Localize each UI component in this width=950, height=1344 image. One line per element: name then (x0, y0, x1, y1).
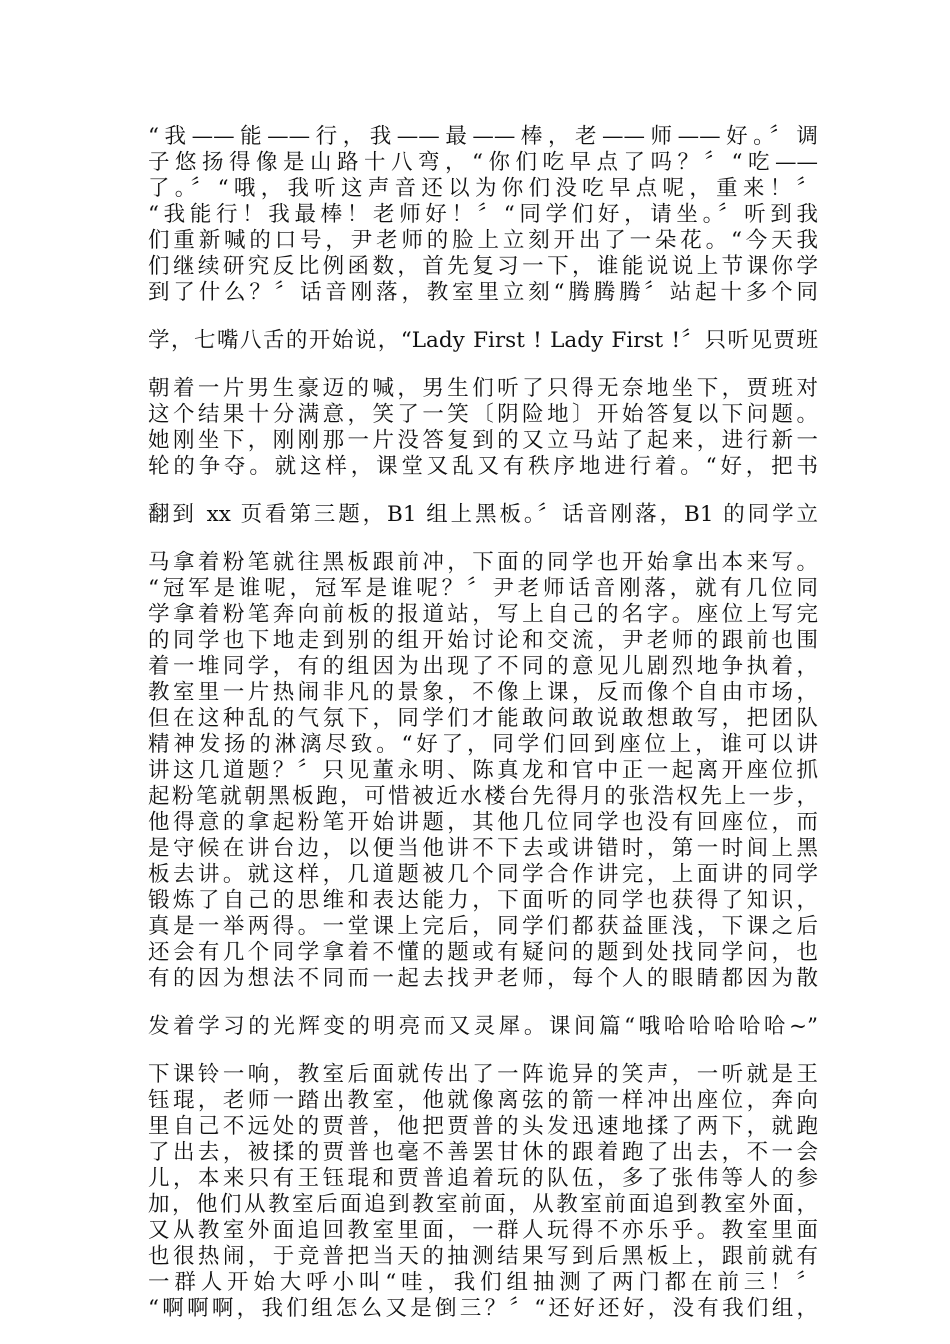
text-line: 儿，本来只有王钰琨和贾普追着玩的队伍，多了张伟等人的参 (148, 1166, 818, 1191)
text-line: 教室里一片热闹非凡的景象，不像上课，反而像个自由市场， (148, 680, 818, 705)
text-line: 她刚坐下，刚刚那一片没答复到的又立马站了起来，进行新一 (148, 428, 818, 453)
text-line: 子悠扬得像是山路十八弯，“你们吃早点了吗？〞“吃—— (148, 150, 818, 175)
text-line: 了出去，被揉的贾普也毫不善罢甘休的跟着跑了出去，不一会 (148, 1140, 818, 1165)
text-line: 们继续研究反比例函数，首先复习一下，谁能说说上节课你学 (148, 254, 818, 279)
text-line: 加，他们从教室后面追到教室前面，从教室前面追到教室外面， (148, 1192, 818, 1217)
text-line: “我能行！我最棒！老师好！〞“同学们好，请坐。〞听到我 (148, 202, 818, 227)
article-body (148, 124, 818, 1322)
text-line: 这个结果十分满意，笑了一笑〔阴险地〕开始答复以下问题。 (148, 402, 818, 427)
text-line: 钰琨，老师一踏出教室，他就像离弦的箭一样冲出座位，奔向 (148, 1088, 818, 1113)
text-line: 锻炼了自己的思维和表达能力，下面听的同学也获得了知识， (148, 888, 818, 913)
text-line: “冠军是谁呢，冠军是谁呢？〞尹老师话音刚落，就有几位同 (148, 576, 818, 601)
text-line: 翻到 xx 页看第三题，B1 组上黑板。〞话音刚落，B1 的同学立 (148, 502, 818, 527)
text-line: 也很热闹，于竞普把当天的抽测结果写到后黑板上，跟前就有 (148, 1244, 818, 1269)
text-line: 们重新喊的口号，尹老师的脸上立刻开出了一朵花。“今天我 (148, 228, 818, 253)
text-line: 下课铃一响，教室后面就传出了一阵诡异的笑声，一听就是王 (148, 1062, 818, 1087)
text-line: 轮的争夺。就这样，课堂又乱又有秩序地进行着。“好，把书 (148, 454, 818, 479)
text-line: 里自己不远处的贾普，他把贾普的头发迅速地揉了两下，就跑 (148, 1114, 818, 1139)
text-line: 学拿着粉笔奔向前板的报道站，写上自己的名字。座位上写完 (148, 602, 818, 627)
text-line: 一群人开始大呼小叫“哇，我们组抽测了两门都在前三！〞 (148, 1270, 818, 1295)
text-line: 学，七嘴八舌的开始说，“Lady First ! Lady First !〞只听见贾班 (148, 328, 818, 353)
text-line: 发着学习的光辉变的明亮而又灵犀。课间篇“哦哈哈哈哈哈~” (148, 1014, 818, 1039)
text-line: “啊啊啊，我们组怎么又是倒三？〞“还好还好，没有我们组， (148, 1296, 818, 1321)
text-line: 了。〞“哦，我听这声音还以为你们没吃早点呢，重来！〞 (148, 176, 818, 201)
text-line: 讲这几道题？〞只见董永明、陈真龙和官中正一起离开座位抓 (148, 758, 818, 783)
text-line: 朝着一片男生豪迈的喊，男生们听了只得无奈地坐下，贾班对 (148, 376, 818, 401)
text-line: 起粉笔就朝黑板跑，可惜被近水楼台先得月的张浩权先上一步， (148, 784, 818, 809)
text-line: 他得意的拿起粉笔开始讲题，其他几位同学也没有回座位，而 (148, 810, 818, 835)
text-line: 精神发扬的淋漓尽致。“好了，同学们回到座位上，谁可以讲 (148, 732, 818, 757)
text-line: 板去讲。就这样，几道题被几个同学合作讲完，上面讲的同学 (148, 862, 818, 887)
text-line: 着一堆同学，有的组因为出现了不同的意见儿剧烈地争执着， (148, 654, 818, 679)
text-line: 真是一举两得。一堂课上完后，同学们都获益匪浅，下课之后 (148, 914, 818, 939)
text-line: 又从教室外面追回教室里面，一群人玩得不亦乐乎。教室里面 (148, 1218, 818, 1243)
text-line: “我——能——行，我——最——棒，老——师——好。〞调 (148, 124, 818, 149)
text-line: 马拿着粉笔就往黑板跟前冲，下面的同学也开始拿出本来写。 (148, 550, 818, 575)
text-line: 的同学也下地走到别的组开始讨论和交流，尹老师的跟前也围 (148, 628, 818, 653)
text-line: 还会有几个同学拿着不懂的题或有疑问的题到处找同学问，也 (148, 940, 818, 965)
text-line: 是守候在讲台边，以便当他讲不下去或讲错时，第一时间上黑 (148, 836, 818, 861)
text-line: 但在这种乱的气氛下，同学们才能敢问敢说敢想敢写，把团队 (148, 706, 818, 731)
text-line: 有的因为想法不同而一起去找尹老师，每个人的眼睛都因为散 (148, 966, 818, 991)
text-line: 到了什么？〞话音刚落，教室里立刻“腾腾腾〞站起十多个同 (148, 280, 818, 305)
